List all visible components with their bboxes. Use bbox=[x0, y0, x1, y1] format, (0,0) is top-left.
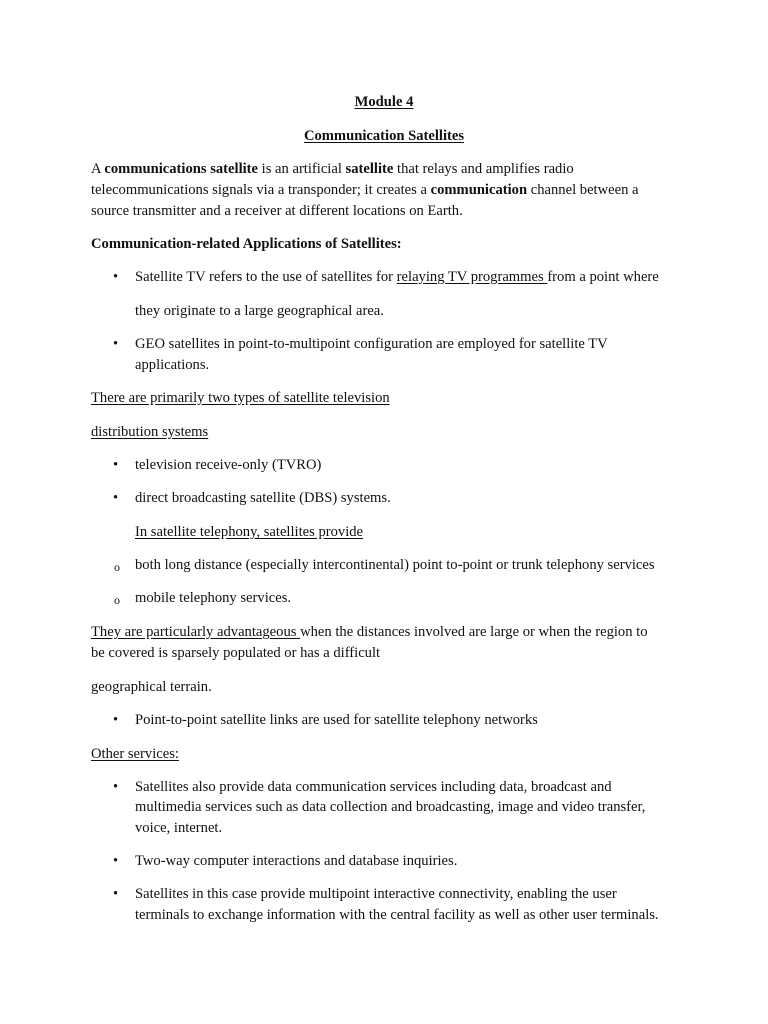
telephony-heading: In satellite telephony, satellites provide bbox=[135, 524, 364, 540]
bullet-icon: • bbox=[113, 336, 119, 352]
circle-bullet-icon: o bbox=[114, 593, 120, 607]
intro-line-2: telecommunications signals via a transponder; it creates a communication channel between a bbox=[91, 182, 639, 198]
list-item: both long distance (especially intercontinental) point to-point or trunk telephony services bbox=[135, 557, 655, 573]
module-title: Module 4 bbox=[354, 94, 414, 110]
bullet-icon: • bbox=[113, 779, 119, 795]
advantage-line-1: They are particularly advantageous when the distances involved are large or when the region to bbox=[91, 624, 648, 640]
list-item: Two-way computer interactions and database inquiries. bbox=[135, 853, 458, 869]
intro-line-1: A communications satellite is an artificial satellite that relays and amplifies radio bbox=[91, 161, 574, 177]
section-title: Communication Satellites bbox=[303, 128, 465, 144]
list-item: Point-to-point satellite links are used for satellite telephony networks bbox=[135, 712, 538, 728]
tv-bullet-line-1: Satellite TV refers to the use of satellites for relaying TV programmes from a point where bbox=[135, 269, 659, 285]
bullet-icon: • bbox=[113, 457, 119, 473]
types-heading-line-2: distribution systems bbox=[91, 424, 209, 440]
bullet-icon: • bbox=[113, 490, 119, 506]
intro-line-3: source transmitter and a receiver at different locations on Earth. bbox=[91, 203, 463, 219]
types-heading-line-1: There are primarily two types of satellite television bbox=[91, 390, 390, 406]
list-item: mobile telephony services. bbox=[135, 590, 292, 606]
bullet-icon: • bbox=[113, 712, 119, 728]
other-services-heading: Other services: bbox=[91, 746, 179, 762]
list-item: direct broadcasting satellite (DBS) systems. bbox=[135, 490, 391, 506]
data-services-line-2: multimedia services such as data collection and broadcasting, image and video transfer, bbox=[135, 799, 646, 815]
applications-heading: Communication-related Applications of Satellites: bbox=[91, 236, 402, 252]
multipoint-line-2: terminals to exchange information with the central facility as well as other user terminals. bbox=[135, 907, 659, 923]
geo-bullet-line-1: GEO satellites in point-to-multipoint configuration are employed for satellite TV bbox=[135, 336, 608, 352]
list-item: television receive-only (TVRO) bbox=[135, 457, 322, 473]
bullet-icon: • bbox=[113, 269, 119, 285]
advantage-line-2: be covered is sparsely populated or has a difficult bbox=[91, 645, 381, 661]
geo-bullet-line-2: applications. bbox=[135, 357, 210, 373]
data-services-line-3: voice, internet. bbox=[135, 820, 223, 836]
bullet-icon: • bbox=[113, 853, 119, 869]
circle-bullet-icon: o bbox=[114, 560, 120, 574]
advantage-line-3: geographical terrain. bbox=[91, 679, 212, 695]
tv-bullet-line-2: they originate to a large geographical area. bbox=[135, 303, 384, 319]
multipoint-line-1: Satellites in this case provide multipoint interactive connectivity, enabling the user bbox=[135, 886, 617, 902]
data-services-line-1: Satellites also provide data communication services including data, broadcast and bbox=[135, 779, 612, 795]
bullet-icon: • bbox=[113, 886, 119, 902]
